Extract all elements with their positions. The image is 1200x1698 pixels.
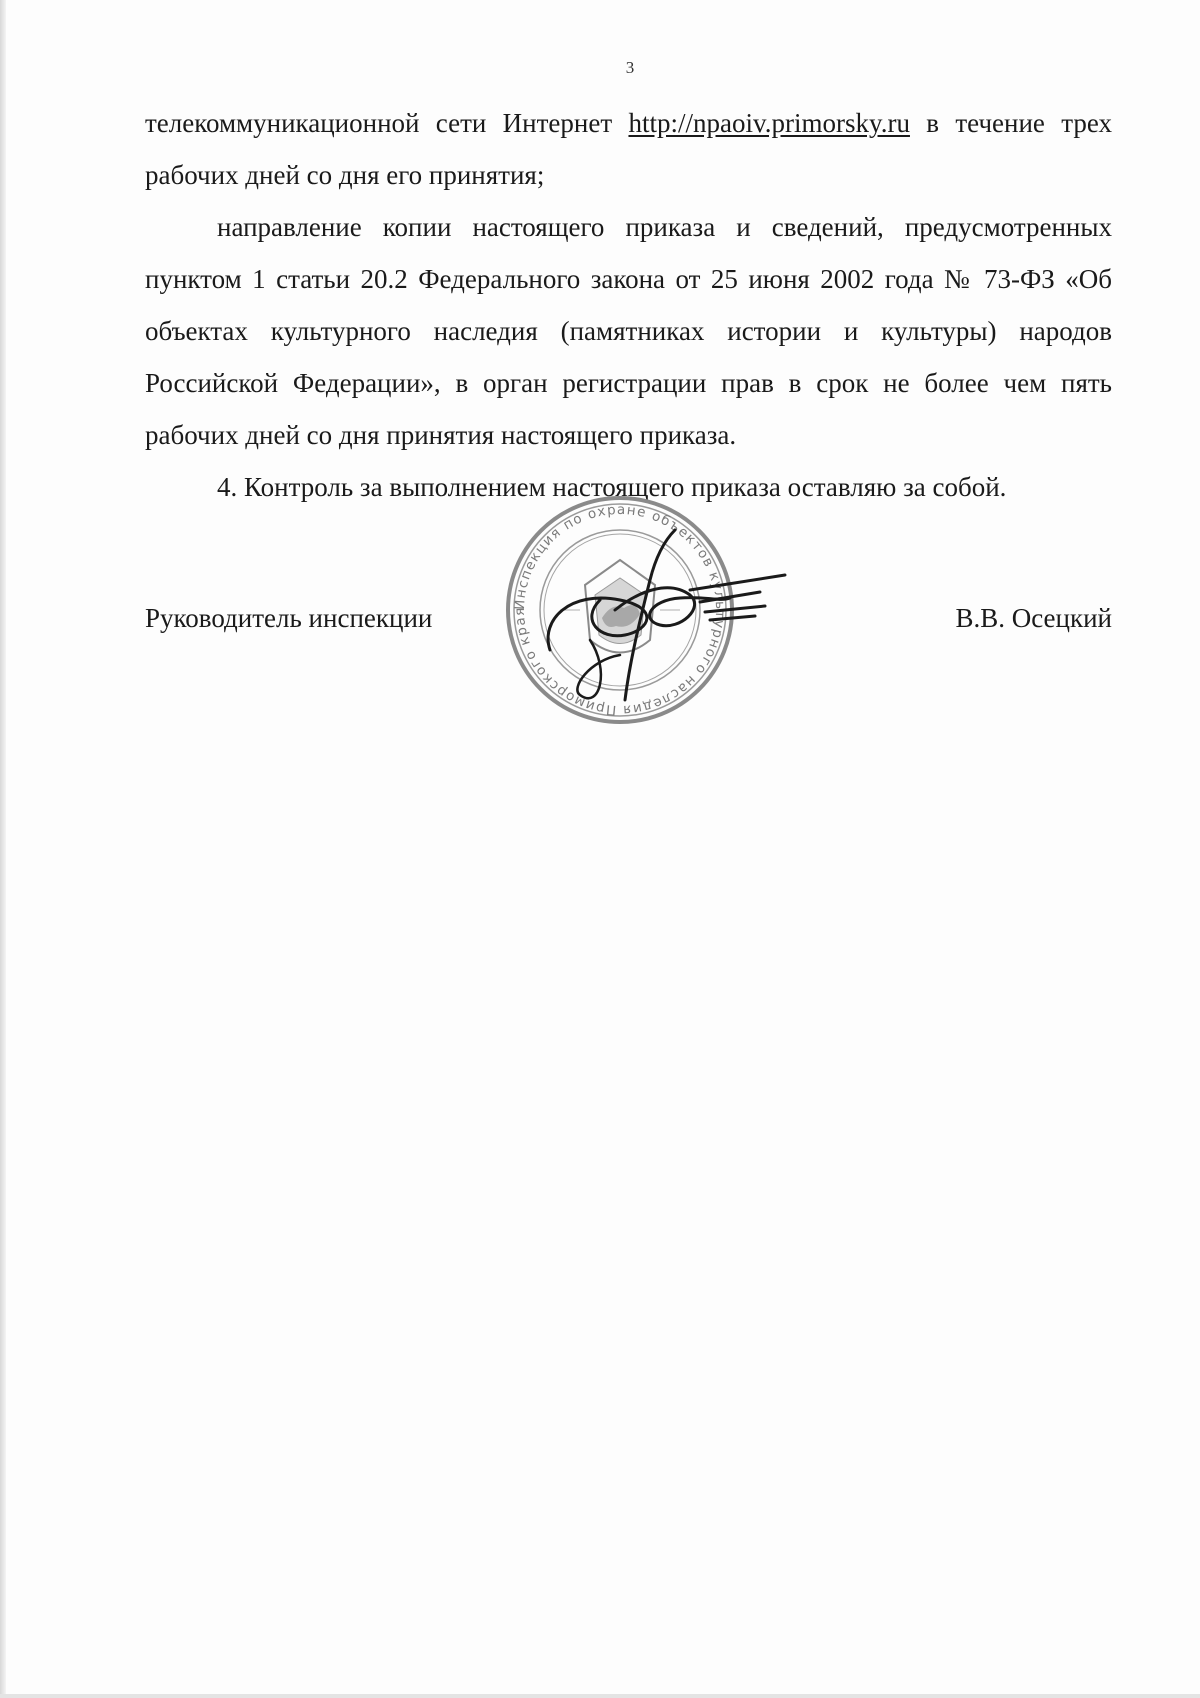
paragraph-text: в течение трех рабочих дней со дня его принятия; xyxy=(145,108,1112,190)
scan-edge-bottom xyxy=(0,1694,1200,1698)
seal-outer-text: Инспекция по охране объектов культурного наследия Приморского края xyxy=(511,501,729,719)
website-link[interactable]: http://npaoiv.primorsky.ru xyxy=(628,108,910,138)
document-body xyxy=(145,97,1112,513)
paragraph-continuation xyxy=(145,97,1112,201)
signer-position: Руководитель инспекции xyxy=(145,603,433,633)
signer-name: В.В. Осецкий xyxy=(955,603,1112,633)
page-number: 3 xyxy=(625,58,635,77)
scan-edge xyxy=(0,0,6,1698)
paragraph-control: 4. Контроль за выполнением настоящего приказа оставляю за собой. xyxy=(217,472,1007,502)
handwritten-signature xyxy=(530,520,810,720)
paragraph-text: телекоммуникационной сети Интернет xyxy=(145,108,629,138)
paragraph-registration: направление копии настоящего приказа и сведений, предусмотренных пунктом 1 статьи 20.2 Федерального закона от 25 июня 2002 года № 73-ФЗ «Об объектах культурного наследия (памятниках истории и культуры) народов Российской Федерации», в орган регистрации прав в срок не более чем пять рабочих дней со дня принятия настоящего приказа. xyxy=(145,212,1112,450)
